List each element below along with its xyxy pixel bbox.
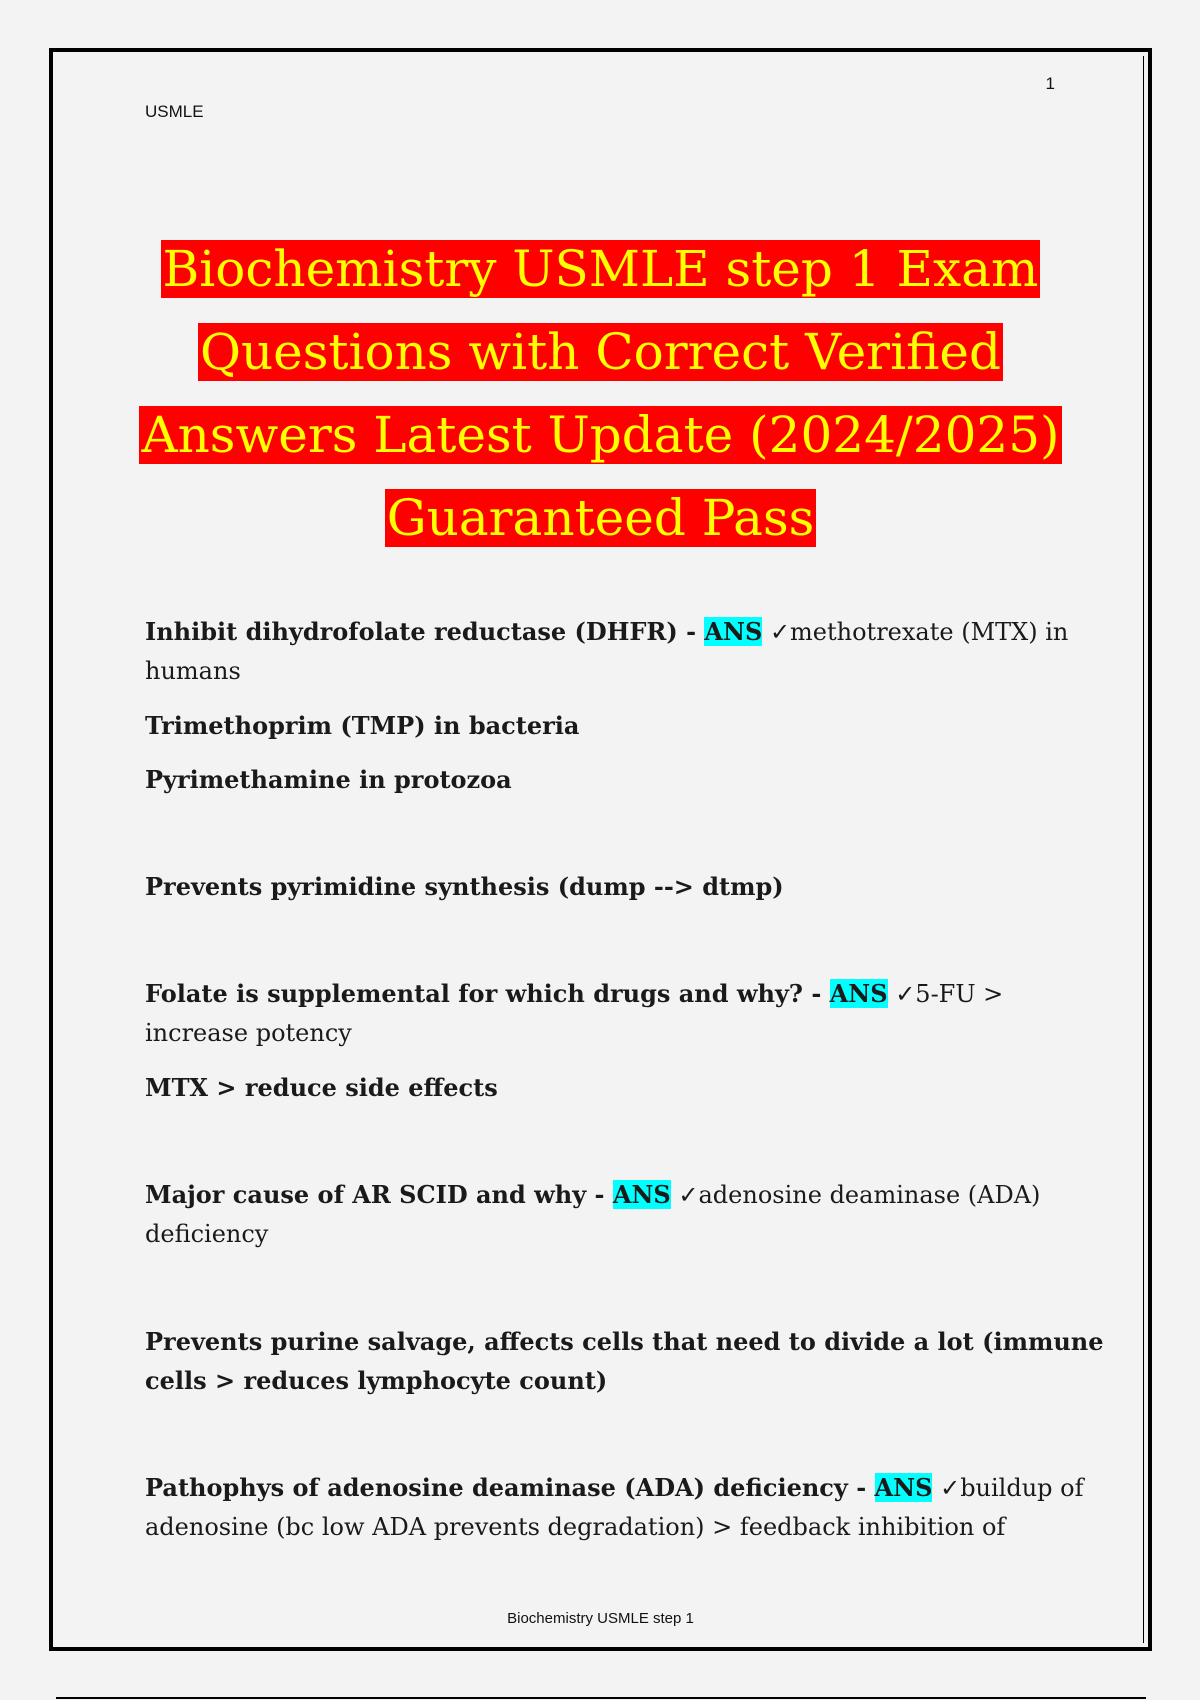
answer-continuation: Pyrimethamine in protozoa (145, 765, 512, 794)
document-title (93, 228, 1108, 560)
answer-text: adenosine deaminase (ADA) deficiency (145, 1181, 1041, 1248)
answer-continuation: Prevents pyrimidine synthesis (dump --> dtmp) (145, 872, 784, 901)
check-icon: ✓ (678, 1181, 699, 1209)
document-page (49, 48, 1152, 1651)
ans-label: ANS (704, 617, 763, 646)
answer-continuation: Trimethoprim (TMP) in bacteria (145, 711, 580, 740)
question-text: Folate is supplemental for which drugs and why? - (145, 979, 830, 1008)
ans-label: ANS (612, 1180, 671, 1209)
next-page-top-edge (56, 1697, 1146, 1699)
answer-continuation: MTX > reduce side effects (145, 1073, 498, 1102)
question-text: Major cause of AR SCID and why - (145, 1180, 613, 1209)
qa-item-scid (145, 1175, 1105, 1254)
page-footer: Biochemistry USMLE step 1 (507, 1610, 694, 1627)
ans-label: ANS (874, 1473, 933, 1502)
title-line-3: Answers Latest Update (2024/2025) (141, 406, 1060, 464)
qa-content (145, 612, 1105, 1562)
ans-label: ANS (829, 979, 888, 1008)
page-border-inner-line (1143, 56, 1144, 1643)
answer-text: buildup of adenosine (bc low ADA prevents degradation) > feedback inhibition of (145, 1474, 1084, 1541)
answer-text: methotrexate (MTX) in humans (145, 618, 1069, 685)
title-line-2: Questions with Correct Verified (199, 323, 1002, 381)
answer-text: 5-FU > increase potency (145, 980, 1004, 1047)
check-icon: ✓ (940, 1474, 961, 1502)
qa-item-dhfr (145, 612, 1105, 691)
question-text: Inhibit dihydrofolate reductase (DHFR) - (145, 617, 705, 646)
title-line-1: Biochemistry USMLE step 1 Exam (162, 240, 1039, 298)
qa-item-ada (145, 1468, 1105, 1547)
title-line-4: Guaranteed Pass (386, 489, 815, 547)
running-header: USMLE (145, 102, 204, 121)
answer-continuation: Prevents purine salvage, affects cells that need to divide a lot (immune cells > reduces lymphocyte count) (145, 1327, 1104, 1395)
page-number: 1 (1045, 74, 1055, 93)
check-icon: ✓ (895, 980, 916, 1008)
question-text: Pathophys of adenosine deaminase (ADA) deficiency - (145, 1473, 875, 1502)
qa-item-folate (145, 974, 1105, 1053)
check-icon: ✓ (769, 618, 791, 646)
